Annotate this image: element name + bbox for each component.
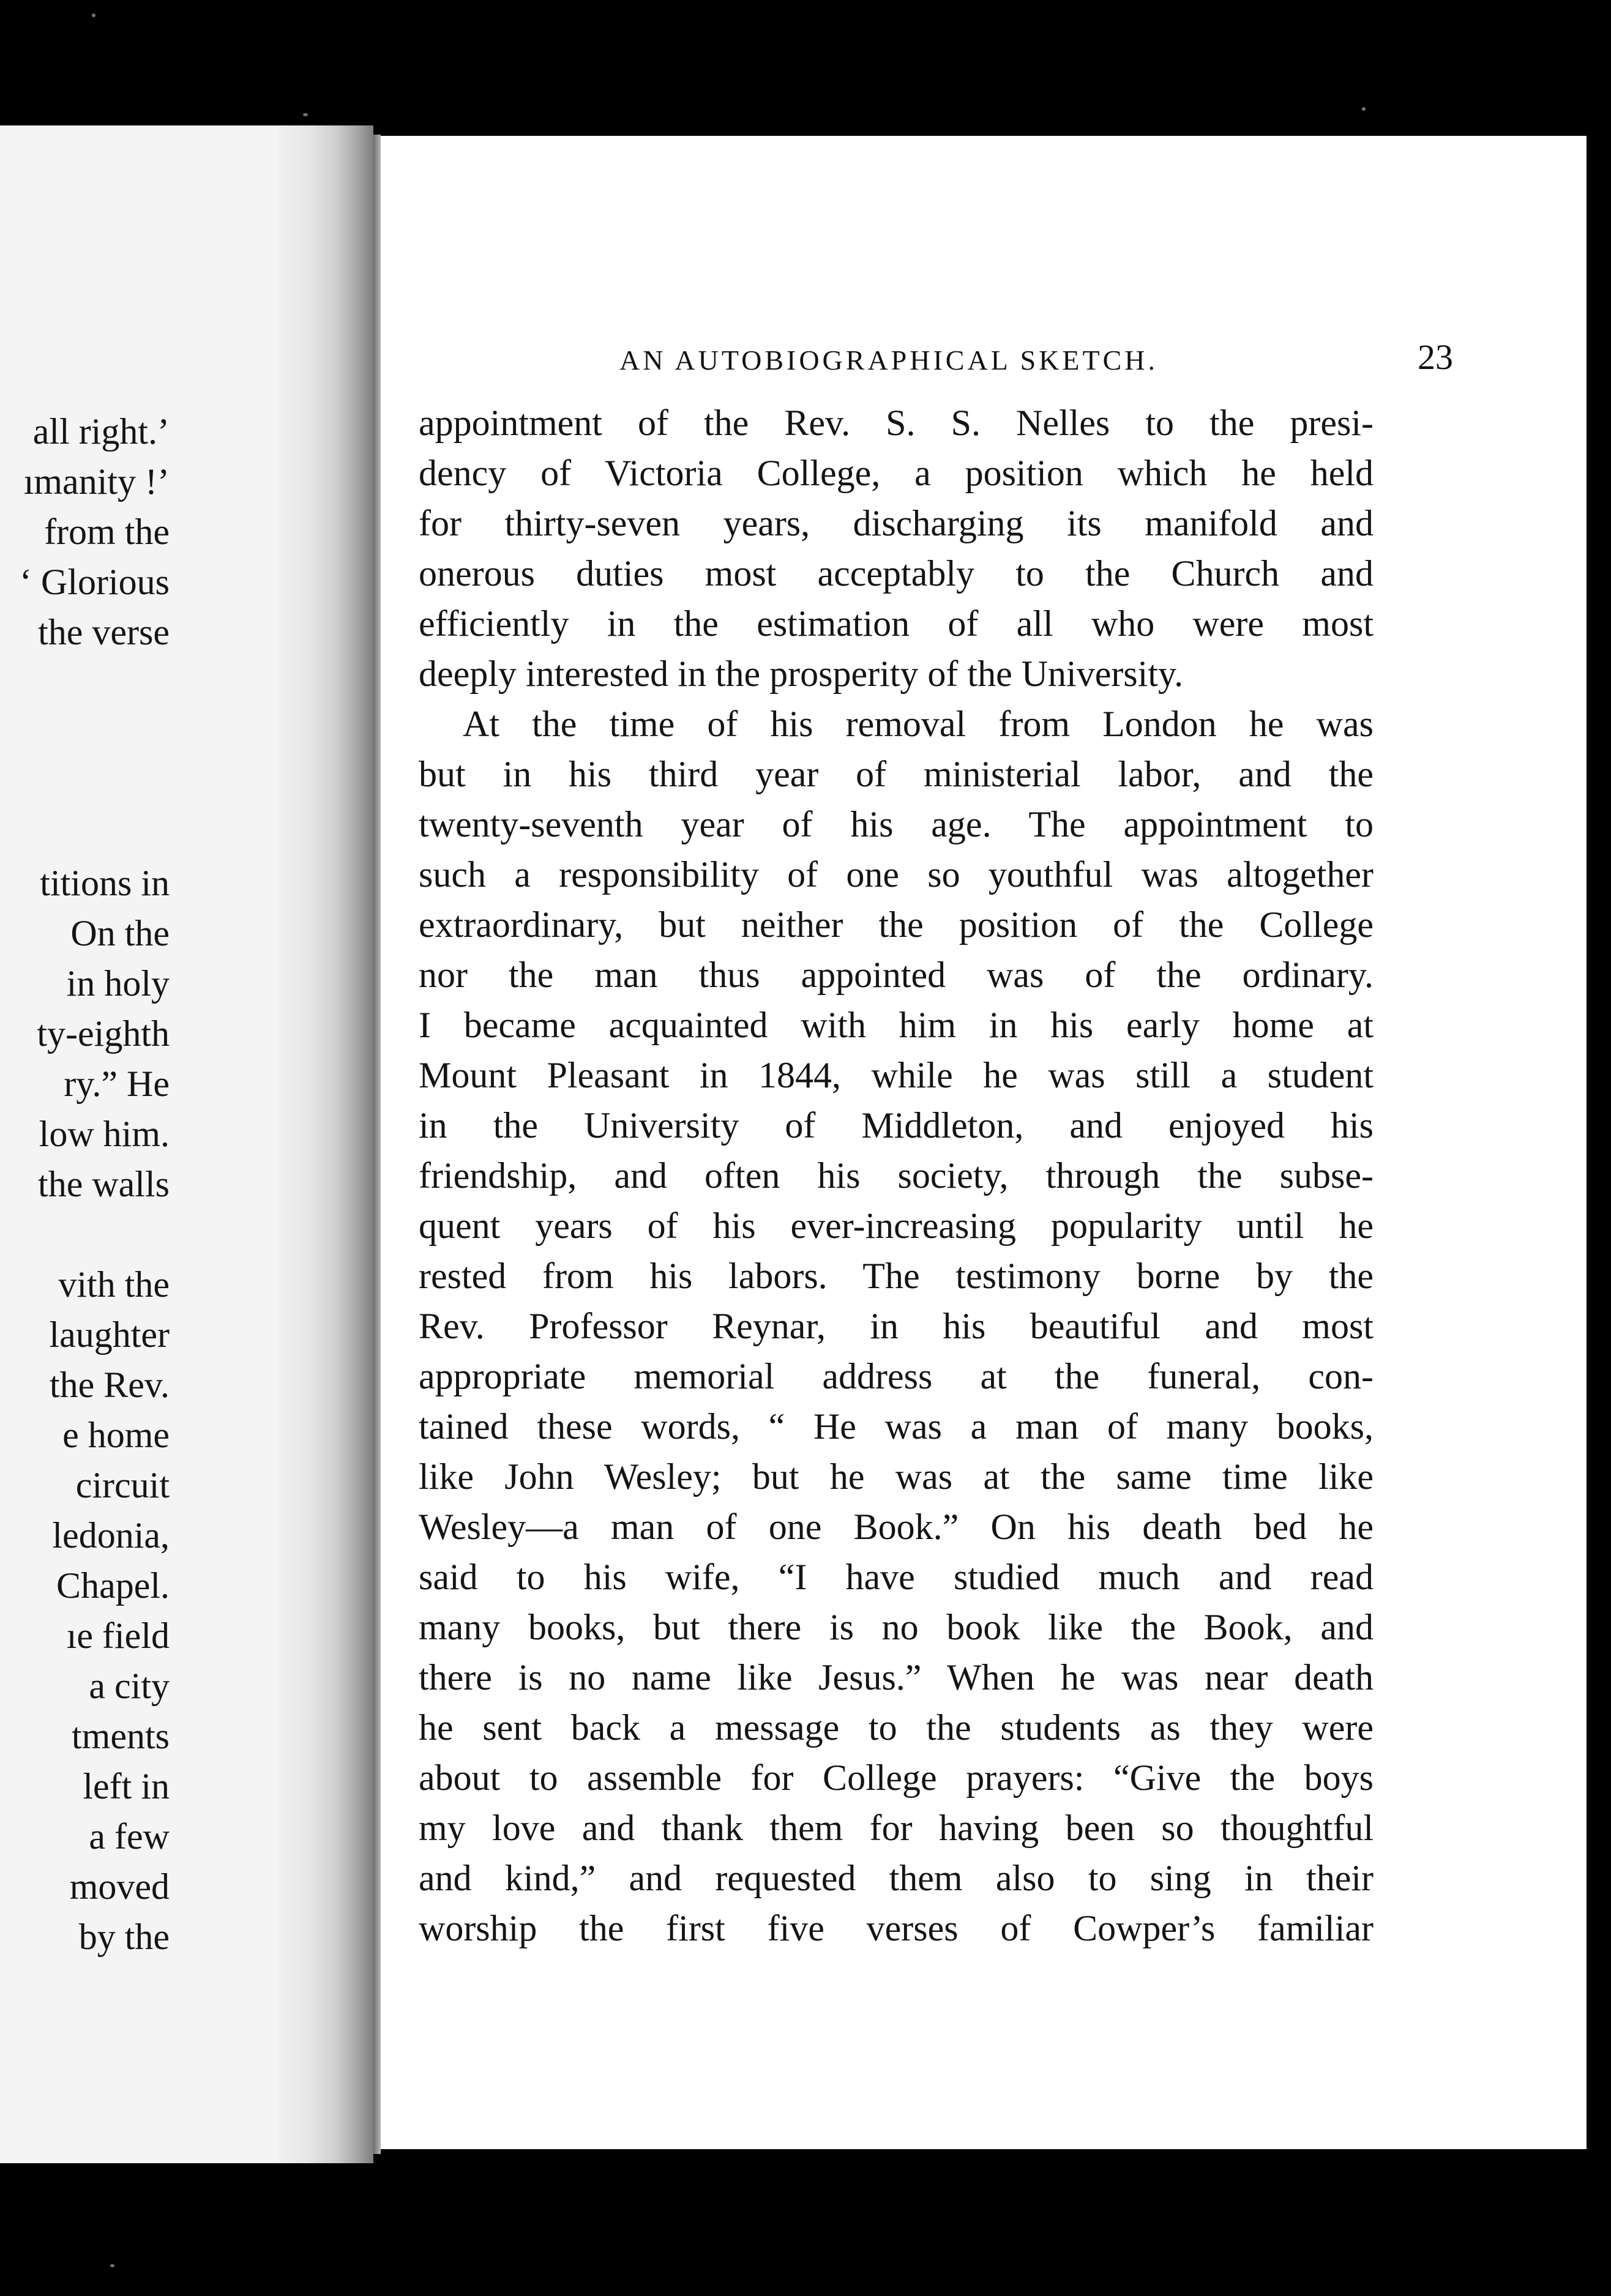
facing-page-line: by the	[78, 1917, 170, 1957]
facing-page-line: left in	[83, 1766, 170, 1806]
body-line: deeply interested in the prosperity of the University.	[419, 654, 1184, 694]
body-line: worship the first five verses of Cowper’s familiar	[419, 1908, 1374, 1948]
body-line: At the time of his removal from London he was	[463, 704, 1374, 744]
facing-page-line: ty-eighth	[37, 1013, 170, 1054]
facing-page-line: ry.” He	[64, 1064, 170, 1104]
body-line: said to his wife, “I have studied much and read	[419, 1557, 1374, 1597]
facing-page-line: all right.’	[32, 411, 170, 452]
book-gutter-shadow	[278, 125, 373, 2163]
body-line: nor the man thus appointed was of the ordinary.	[419, 955, 1374, 995]
running-head: AN AUTOBIOGRAPHICAL SKETCH.	[619, 345, 1158, 376]
facing-page-line: moved	[69, 1866, 170, 1907]
body-line: quent years of his ever-increasing popularity until he	[419, 1206, 1374, 1246]
main-page	[381, 136, 1587, 2149]
facing-page-line: the walls	[38, 1164, 170, 1204]
body-line: for thirty-seven years, discharging its manifold and	[419, 503, 1374, 543]
facing-page-line: the Rev.	[49, 1365, 170, 1405]
body-line: tained these words, “ He was a man of many books,	[419, 1406, 1374, 1447]
body-line: appropriate memorial address at the funeral, con-	[419, 1356, 1374, 1396]
facing-page-line: Chapel.	[56, 1565, 170, 1606]
facing-page-line: tments	[72, 1716, 170, 1756]
facing-page-line: low him.	[39, 1114, 170, 1154]
body-text	[419, 398, 1374, 1953]
page-number: 23	[1418, 337, 1453, 377]
facing-page-line: titions in	[40, 863, 170, 903]
body-line: extraordinary, but neither the position of the College	[419, 904, 1374, 945]
body-line: appointment of the Rev. S. S. Nelles to the presi-	[419, 403, 1374, 443]
body-line: such a responsibility of one so youthful was altogether	[419, 854, 1374, 895]
body-line: I became acquainted with him in his early home at	[419, 1005, 1374, 1045]
facing-page-line: vith the	[58, 1264, 170, 1305]
body-line: onerous duties most acceptably to the Church and	[419, 553, 1374, 594]
book-gutter-edge	[373, 135, 381, 2154]
body-line: friendship, and often his society, through the subse-	[419, 1155, 1374, 1196]
body-line: like John Wesley; but he was at the same time like	[419, 1456, 1374, 1497]
body-line: there is no name like Jesus.” When he was near death	[419, 1657, 1374, 1698]
film-speck	[303, 113, 308, 116]
facing-page-line: circuit	[75, 1465, 170, 1505]
facing-page-line: in holy	[66, 963, 170, 1004]
facing-page	[0, 125, 278, 2163]
facing-page-line: On the	[70, 913, 170, 953]
film-speck	[92, 13, 95, 17]
body-line: efficiently in the estimation of all who were most	[419, 603, 1374, 644]
body-line: twenty-seventh year of his age. The appointment to	[419, 804, 1374, 844]
facing-page-line: ımanity !’	[23, 461, 170, 502]
film-speck	[110, 2264, 114, 2267]
facing-page-line: ledonia,	[52, 1515, 170, 1556]
facing-page-line: the verse	[38, 612, 170, 652]
body-line: rested from his labors. The testimony borne by the	[419, 1256, 1374, 1296]
facing-page-line: from the	[44, 512, 170, 552]
facing-page-line: ıe field	[66, 1616, 170, 1656]
body-line: dency of Victoria College, a position which he held	[419, 453, 1374, 493]
facing-page-line: laughter	[49, 1314, 170, 1355]
facing-page-line: a city	[89, 1666, 170, 1706]
body-line: about to assemble for College prayers: “Give the boys	[419, 1757, 1374, 1798]
body-line: Mount Pleasant in 1844, while he was still a student	[419, 1055, 1374, 1095]
facing-page-line: e home	[62, 1415, 170, 1455]
body-line: he sent back a message to the students as they were	[419, 1707, 1374, 1748]
film-speck	[1362, 107, 1366, 111]
body-line: Wesley—a man of one Book.” On his death bed he	[419, 1507, 1374, 1547]
facing-page-line: ‘ Glorious	[20, 562, 170, 602]
body-line: my love and thank them for having been so thoughtful	[419, 1808, 1374, 1848]
body-line: and kind,” and requested them also to sing in their	[419, 1858, 1374, 1898]
body-line: in the University of Middleton, and enjoyed his	[419, 1105, 1374, 1146]
body-line: but in his third year of ministerial labor, and the	[419, 754, 1374, 794]
facing-page-line: a few	[89, 1816, 170, 1857]
body-line: Rev. Professor Reynar, in his beautiful and most	[419, 1306, 1374, 1346]
body-line: many books, but there is no book like the Book, and	[419, 1607, 1374, 1647]
